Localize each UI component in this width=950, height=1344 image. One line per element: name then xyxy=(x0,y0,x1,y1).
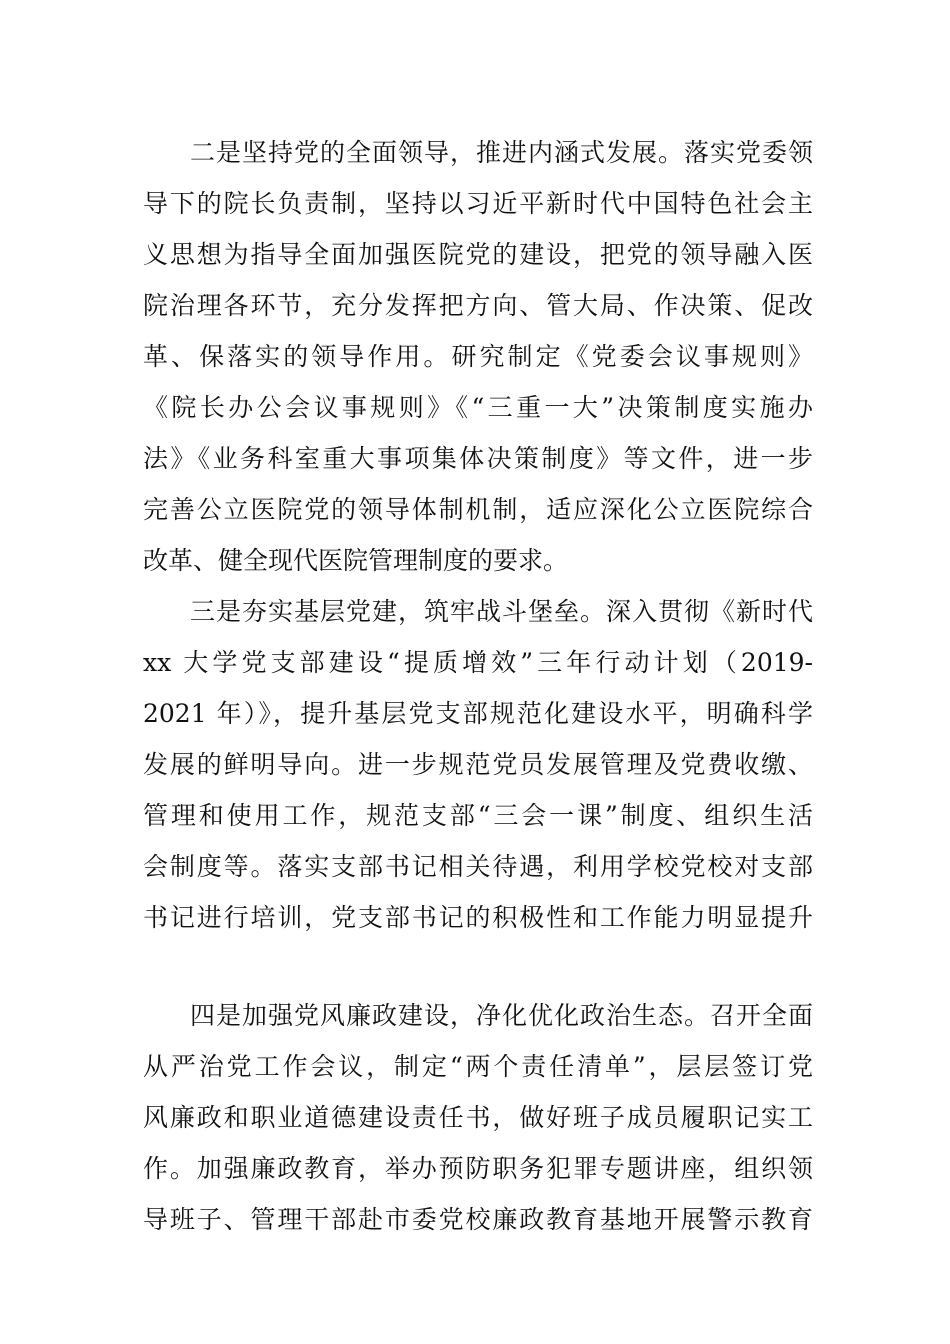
text-line: 会制度等。落实支部书记相关待遇，利用学校党校对支部 xyxy=(143,852,813,881)
text-line: 2021 年）》，提升基层党支部规范化建设水平，明确科学 xyxy=(143,699,813,728)
text-line: 二是坚持党的全面领导，推进内涵式发展。落实党委领 xyxy=(190,138,813,167)
text-line: 革、保落实的领导作用。研究制定《党委会议事规则》 xyxy=(143,342,813,371)
text-line: 义思想为指导全面加强医院党的建设，把党的领导融入医 xyxy=(143,240,813,269)
text-line: 完善公立医院党的领导体制机制，适应深化公立医院综合 xyxy=(143,495,813,524)
text-line: 书记进行培训，党支部书记的积极性和工作能力明显提升 xyxy=(143,903,813,932)
text-line: 发展的鲜明导向。进一步规范党员发展管理及党费收缴、 xyxy=(143,750,813,779)
text-line: 三是夯实基层党建，筑牢战斗堡垒。深入贯彻《新时代 xyxy=(190,597,813,626)
text-line: xx 大学党支部建设“提质增效”三年行动计划（2019- xyxy=(143,648,813,677)
text-line: 《院长办公会议事规则》《“三重一大”决策制度实施办 xyxy=(143,393,813,422)
text-line: 四是加强党风廉政建设，净化优化政治生态。召开全面 xyxy=(190,1001,813,1030)
text-line: 导班子、管理干部赴市委党校廉政教育基地开展警示教育 xyxy=(143,1205,813,1234)
text-line: 管理和使用工作，规范支部“三会一课”制度、组织生活 xyxy=(143,801,813,830)
text-line: 法》《业务科室重大事项集体决策制度》等文件，进一步 xyxy=(143,444,813,473)
text-line: 作。加强廉政教育，举办预防职务犯罪专题讲座，组织领 xyxy=(143,1154,813,1183)
text-line: 院治理各环节，充分发挥把方向、管大局、作决策、促改 xyxy=(143,291,813,320)
text-line: 风廉政和职业道德建设责任书，做好班子成员履职记实工 xyxy=(143,1103,813,1132)
text-line: 从严治党工作会议，制定“两个责任清单”，层层签订党 xyxy=(143,1052,813,1081)
text-line: 导下的院长负责制，坚持以习近平新时代中国特色社会主 xyxy=(143,189,813,218)
text-line: 改革、健全现代医院管理制度的要求。 xyxy=(143,546,569,575)
